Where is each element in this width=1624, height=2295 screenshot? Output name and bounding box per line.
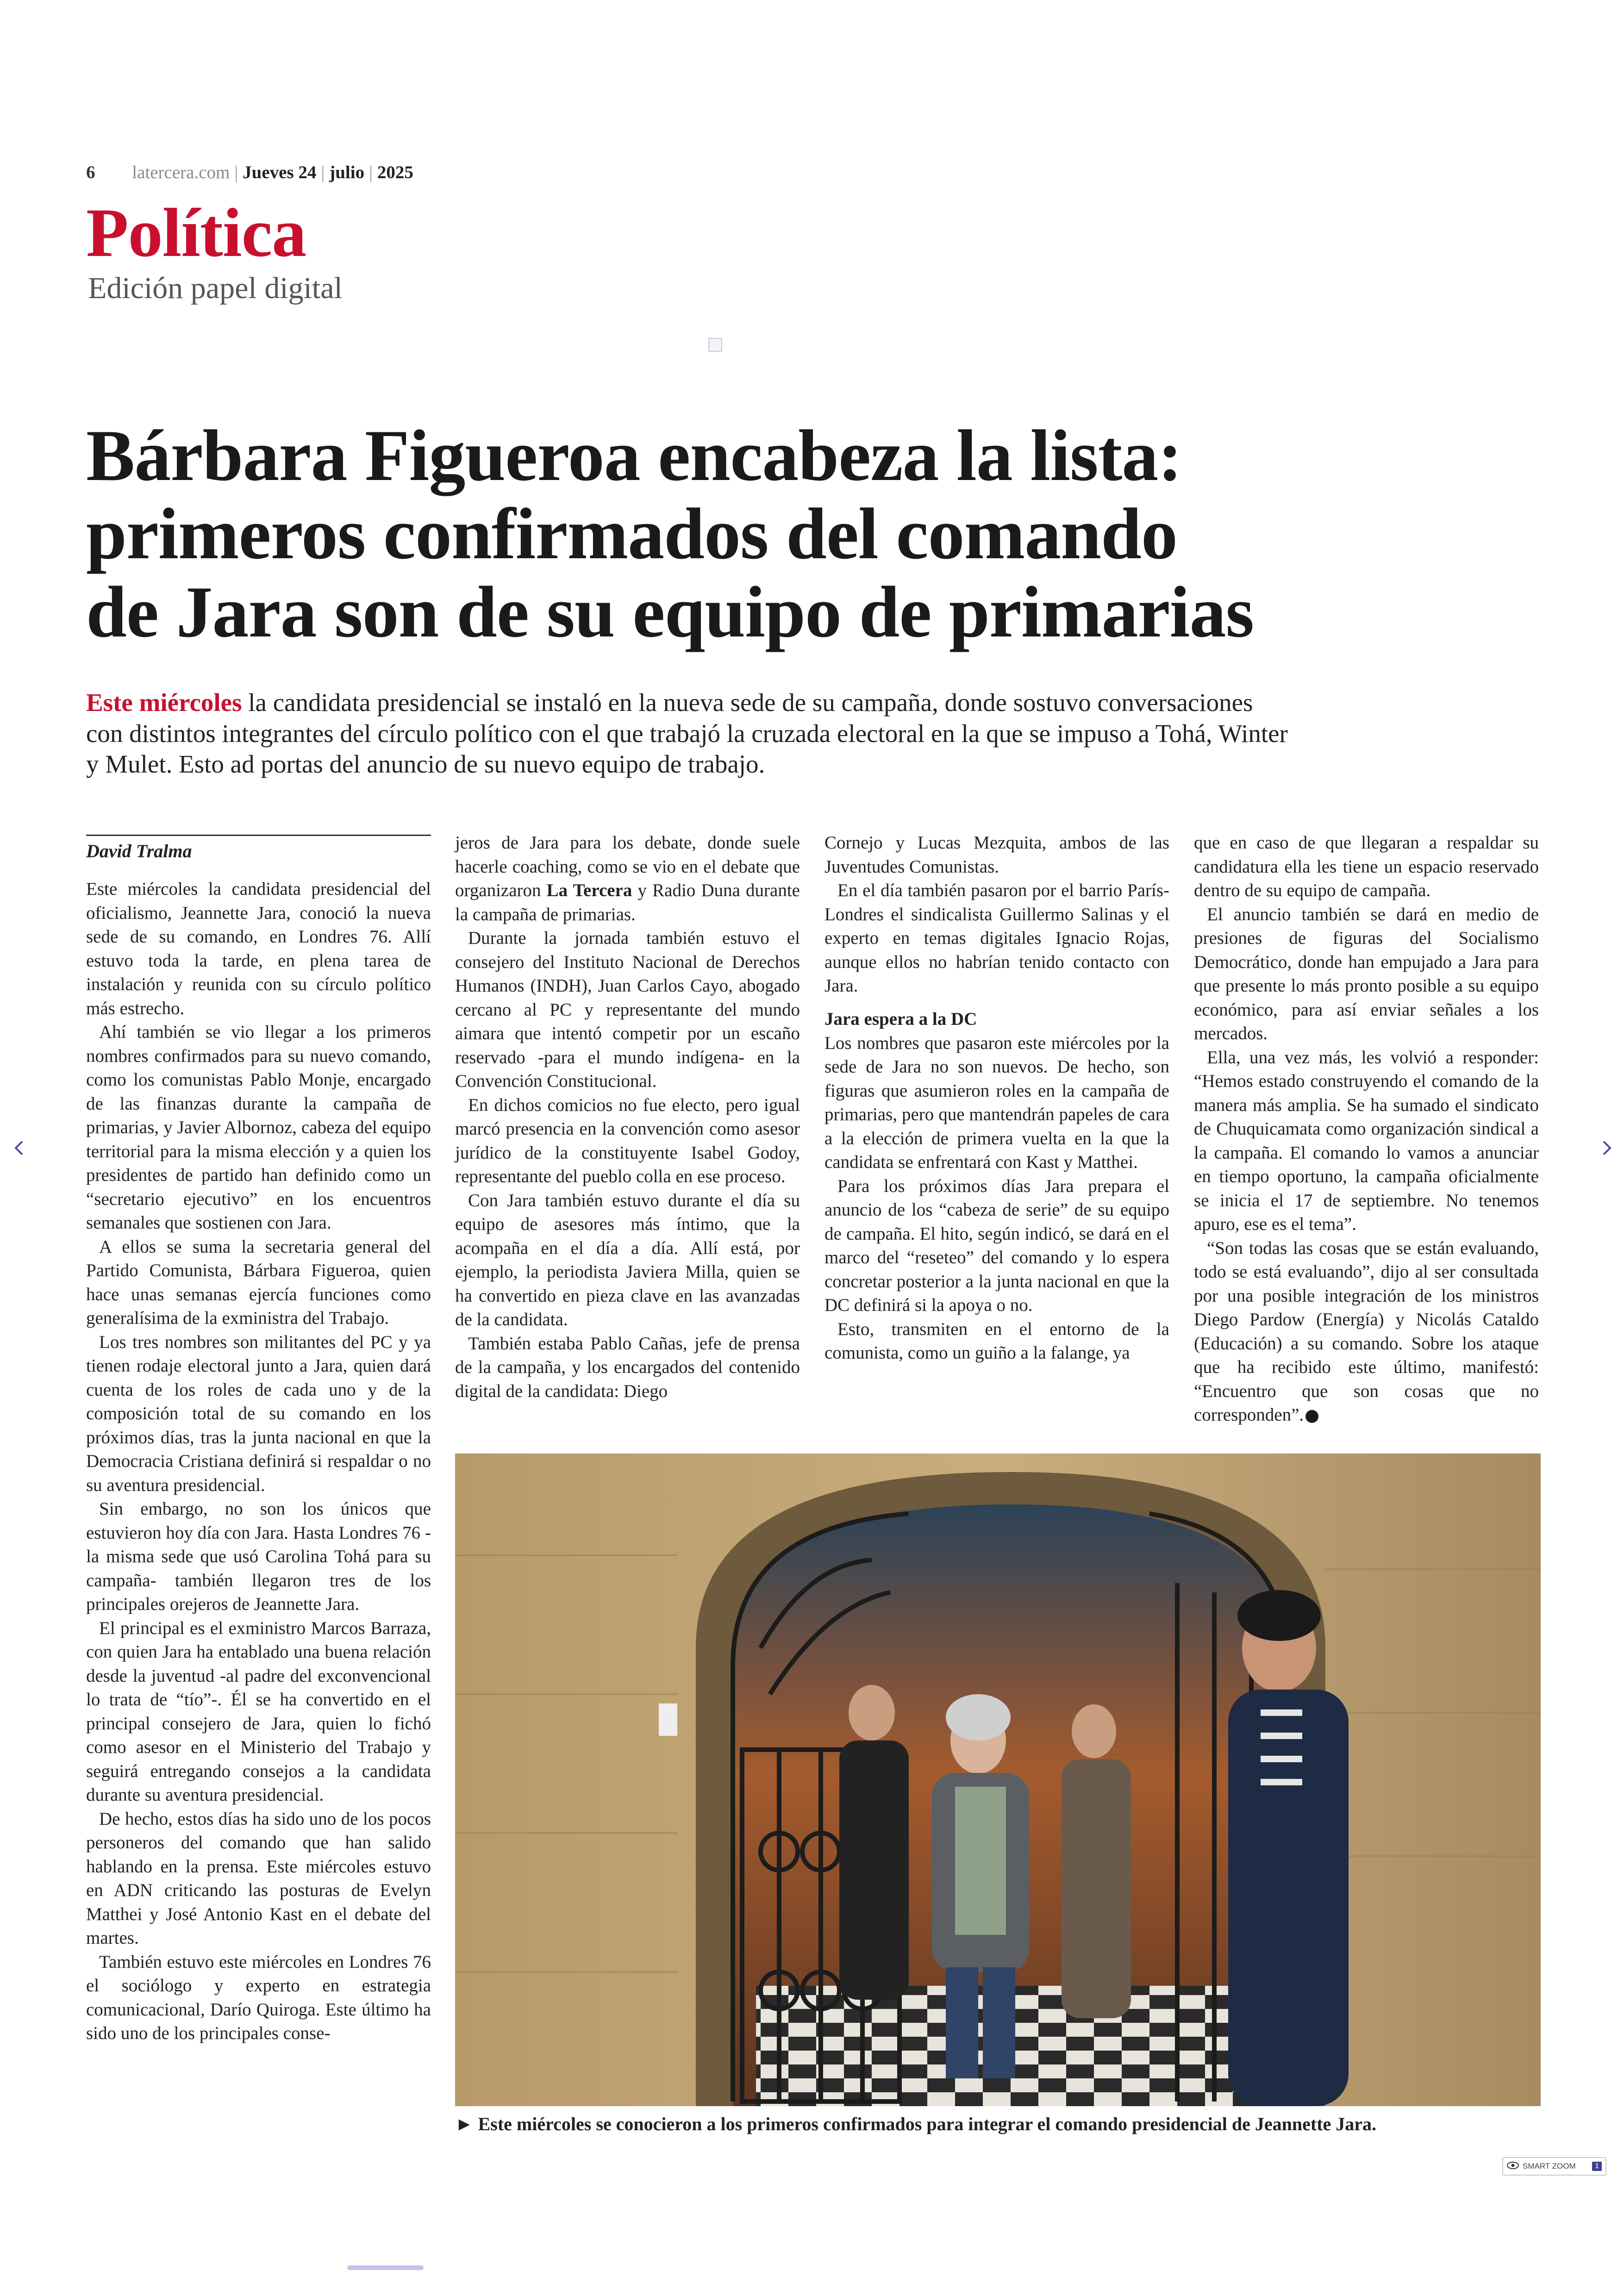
body-paragraph: Sin embargo, no son los únicos que estuvieron hoy día con Jara. Hasta Londres 76 -la misma sede que usó Carolina Tohá para su campaña- también llegaron tres de los principales orejeros de Jeannette Jara. (86, 1499, 431, 1614)
page-number: 6 (86, 162, 95, 182)
body-paragraph: A ellos se suma la secretaria general del Partido Comunista, Bárbara Figueroa, quien hace unas semanas ejercía funciones como generalísima de la exministra del Trabajo. (86, 1236, 431, 1328)
body-paragraph: También estaba Pablo Cañas, jefe de prensa de la campaña, y los encargados del contenido digital de la candidata: Diego (455, 1333, 800, 1401)
byline: David Tralma (86, 841, 192, 861)
body-paragraph: Ella, una vez más, les volvió a responder: “Hemos estado construyendo el comando de la manera más amplia. Se ha sumado el sindicato de Chuquicamata como organización sindical a la campaña. El comando lo vamos a anunciar en tiempo oportuno, la campaña oficialmente se inicia el 17 de septiembre. No tenemos apuro, ese es el tema”. (1194, 1047, 1539, 1234)
body-paragraph (1194, 1236, 1539, 1427)
photo-illustration (455, 1453, 1541, 2106)
article-column-1 (86, 877, 431, 2046)
headline-line: Bárbara Figueroa encabeza la lista: (86, 415, 1182, 496)
end-mark-icon (1305, 1410, 1318, 1423)
body-paragraph: De hecho, estos días ha sido uno de los pocos personeros del comando que han salido hablando en la prensa. Este miércoles estuvo en ADN criticando las posturas de Evelyn Matthei y José Antonio Kast en el debate del martes. (86, 1809, 431, 1948)
body-paragraph: Los nombres que pasaron este miércoles por la sede de Jara no son nuevos. De hecho, son figuras que asumieron roles en la campaña de primarias, pero que mantendrán papeles de cara a la elección de primera vuelta en la que la candidata se enfrentará con Kast y Matthei. (824, 1033, 1169, 1172)
body-paragraph: En dichos comicios no fue electo, pero igual marcó presencia en la convención como asesor jurídico de la constituyente Isabel Godoy, representante del pueblo colla en ese proceso. (455, 1095, 800, 1186)
body-paragraph: que en caso de que llegaran a respaldar su candidatura ella les tiene un espacio reservado dentro de su equipo de campaña. (1194, 833, 1539, 900)
body-paragraph: Con Jara también estuvo durante el día su equipo de asesores más íntimo, que la acompaña en el día a día. Allí está, por ejemplo, la periodista Javiera Milla, quien se ha convertido en pieza clave en las avanzadas de la candidata. (455, 1190, 800, 1329)
body-paragraph: Durante la jornada también estuvo el consejero del Instituto Nacional de Derechos Humanos (INDH), Juan Carlos Cayo, abogado cercano al PC y representante del mundo aimara que intentó competir por un escaño reservado -para el mundo indígena- en la Convención Constitucional. (455, 928, 800, 1091)
lead-text: la candidata presidencial se instaló en la nueva sede de su campaña, donde sostuvo conversaciones con distintos integrantes del círculo político con el que trabajó la cruzada electoral en la que se impuso a Tohá, Winter y Mulet. Esto ad portas del anuncio de su nuevo equipo de trabajo. (86, 688, 1288, 779)
body-paragraph: Para los próximos días Jara prepara el anuncio de los “cabeza de serie” de su equipo de campaña. El hito, según indicó, se dará en el marco del “reseteo” del comando y lo espera concretar posterior a la junta nacional en que la DC definirá si la apoya o no. (824, 1176, 1169, 1315)
body-text: “Son todas las cosas que se están evaluando, todo se está evaluando”, dijo al ser consultada por una posible integración de los ministros Diego Pardow (Energía) y Nicolás Cataldo (Educación) a su comando. Sobre los ataque que ha recibido este último, manifestó: “Encuentro que son cosas que no corresponden”. (1194, 1238, 1539, 1425)
body-text: y Radio Duna durante la campaña de primarias. (455, 880, 800, 924)
body-text: jeros de Jara para los debate, donde suele hacerle coaching, como se vio en el debate que organizaron (455, 833, 800, 900)
headline (86, 417, 1521, 651)
edition-label: Edición papel digital (88, 271, 343, 305)
body-paragraph: El principal es el exministro Marcos Barraza, con quien Jara ha entablado una buena relación desde la juventud -al padre del exconvencional lo trata de “tío”-. Él se ha convertido en el principal consejero de Jara, quien lo fichó como asesor en el Ministerio del Trabajo y seguirá entregando consejos a la candidata durante su aventura presidencial. (86, 1618, 431, 1805)
date-year: 2025 (377, 162, 413, 182)
body-paragraph: En el día también pasaron por el barrio París-Londres el sindicalista Guillermo Salinas y el experto en temas digitales Ignacio Rojas, aunque ellos no habrían tenido contacto con Jara. (824, 880, 1169, 996)
lead-kicker: Este miércoles (86, 688, 242, 717)
smart-zoom-button[interactable] (1502, 2157, 1606, 2176)
body-paragraph: Los tres nombres son militantes del PC y ya tienen rodaje electoral junto a Jara, quien dará cuenta de los roles de cada uno y de la composición total de su comando en los próximos días, tras la junta nacional en que la Democracia Cristiana definirá si respaldar o no su aventura presidencial. (86, 1332, 431, 1495)
eye-icon (1507, 2162, 1519, 2171)
body-paragraph: Este miércoles la candidata presidencial del oficialismo, Jeannette Jara, conoció la nueva sede de su comando, en Londres 76. Allí estuvo toda la tarde, en plena tarea de instalación y reunida con su círculo político más estrecho. (86, 879, 431, 1018)
article-column-3 (824, 831, 1169, 1365)
subheading: Jara espera a la DC (824, 1009, 977, 1029)
body-paragraph: El anuncio también se dará en medio de presiones de figuras del Socialismo Democrático, donde han empujado a Jara para que presente lo más pronto posible a su equipo económico, para así enviar señales a los mercados. (1194, 904, 1539, 1043)
section-title: Política (86, 194, 306, 271)
body-paragraph: Ahí también se vio llegar a los primeros nombres confirmados para su nuevo comando, como los comunistas Pablo Monje, encargado de las finanzas durante la campaña de primarias, y Javier Albornoz, cabeza del equipo territorial para la misma elección y a quien los presidentes de partido han definido como un “secretario ejecutivo” en los encuentros semanales que sostienen con Jara. (86, 1022, 431, 1233)
date-month: julio (329, 162, 365, 182)
scrollbar-thumb[interactable] (347, 2265, 424, 2270)
body-paragraph: Esto, transmiten en el entorno de la comunista, como un guiño a la falange, ya (824, 1319, 1169, 1363)
byline-divider (86, 835, 431, 836)
site-name: latercera.com (132, 162, 230, 182)
chevron-right-icon[interactable] (1597, 1139, 1616, 1157)
article-column-4 (1194, 831, 1539, 1427)
chevron-left-icon[interactable] (10, 1139, 29, 1157)
smart-zoom-label: SMART ZOOM (1523, 2162, 1576, 2170)
page-marker-icon[interactable] (708, 338, 722, 352)
body-paragraph: También estuvo este miércoles en Londres 76 el sociólogo y experto en estrategia comunicacional, Darío Quiroga. Este último ha sido uno de los principales conse- (86, 1952, 431, 2043)
page-meta: 6 latercera.com | Jueves 24 | julio | 2025 (86, 162, 413, 182)
body-paragraph: Cornejo y Lucas Mezquita, ambos de las Juventudes Comunistas. (824, 833, 1169, 877)
newspaper-name: La Tercera (546, 880, 632, 900)
body-paragraph (455, 831, 800, 926)
headline-line: de Jara son de su equipo de primarias (86, 572, 1254, 653)
headline-line: primeros confirmados del comando (86, 493, 1177, 575)
photo-caption: ► Este miércoles se conocieron a los primeros confirmados para integrar el comando presidencial de Jeannette Jara. (455, 2114, 1377, 2134)
article-photo (455, 1453, 1541, 2106)
page-count-badge: 1 (1592, 2162, 1602, 2171)
lead-paragraph (86, 687, 1290, 780)
article-column-2 (455, 831, 800, 1403)
date-day: Jueves 24 (243, 162, 317, 182)
